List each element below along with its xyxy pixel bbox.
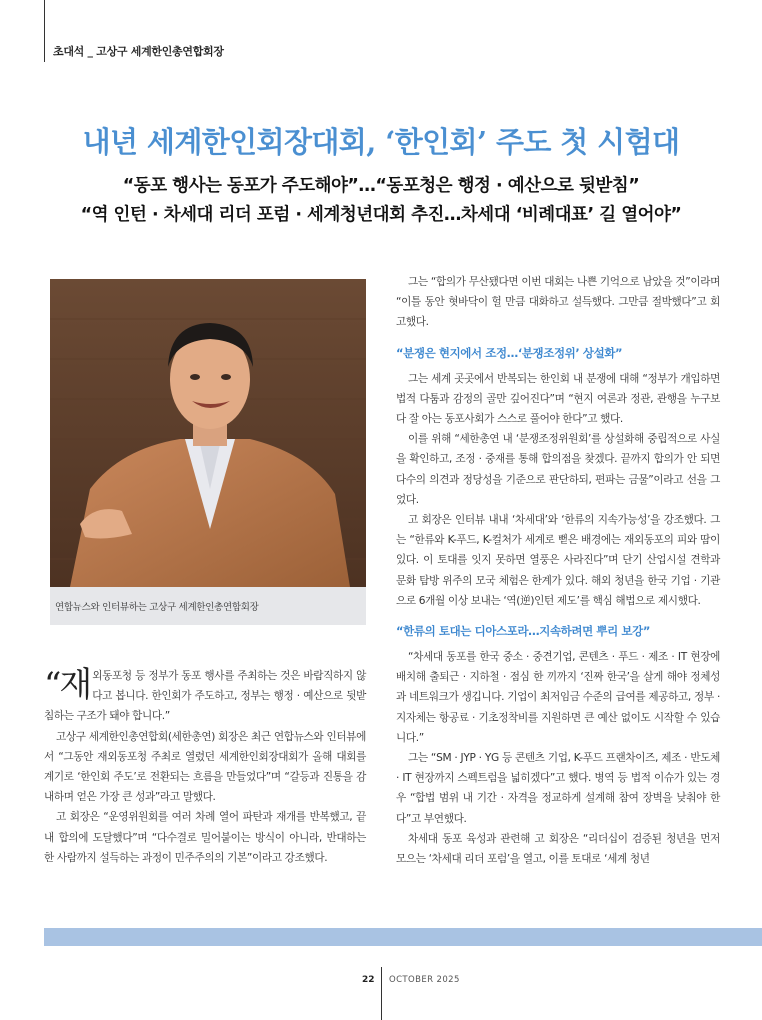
right-column [396, 272, 720, 869]
footer-color-bar [44, 928, 762, 946]
photo-caption: 연합뉴스와 인터뷰하는 고상구 세계한인총연합회장 [55, 602, 259, 613]
section-heading: “분쟁은 현지에서 조정…‘분쟁조정위’ 상설화” [396, 345, 623, 360]
body-paragraph: 고 회장은 “운영위원회를 여러 차례 열어 파탄과 재개를 반복했고, 끝내 합의에 도달했다”며 “다수결로 밀어붙이는 방식이 아니라, 반대하는 한 사람까지 설득하는 과정이 민주주의의 기본”이라고 강조했다. [44, 811, 366, 864]
dropcap: “재 [44, 665, 91, 705]
body-paragraph: 그는 세계 곳곳에서 반복되는 한인회 내 분쟁에 대해 “정부가 개입하면 법적 다툼과 감정의 골만 깊어진다”며 “현지 여론과 정관, 관행을 누구보다 잘 아는 동포사회가 스스로 풀어야 한다”고 했다. [396, 372, 720, 426]
issue-date: OCTOBER 2025 [389, 975, 460, 985]
page-number: 22 [362, 975, 375, 985]
section-label: 초대석 _ 고상구 세계한인총연합회장 [53, 45, 224, 58]
body-paragraph: 고상구 세계한인총연합회(세한총연) 회장은 최근 연합뉴스와 인터뷰에서 “그동안 재외동포청 주최로 열렸던 세계한인회장대회가 올해 대회를 계기로 ‘한인회 주도’로 전환되는 흐름을 만들었다”며 “갈등과 진통을 감내하며 얻은 가장 큰 성과”라고 말했다. [44, 730, 366, 804]
header-divider [44, 0, 45, 62]
interview-photo [50, 279, 366, 587]
lead-paragraph: 외동포청 등 정부가 동포 행사를 주최하는 것은 바람직하지 않다고 봅니다. 한인회가 주도하고, 정부는 행정 · 예산으로 뒷받침하는 구조가 돼야 합니다.” [44, 670, 366, 723]
lead-quote [44, 666, 366, 727]
body-paragraph: 이를 위해 “세한총연 내 ‘분쟁조정위원회’를 상설화해 중립적으로 사실을 확인하고, 조정 · 중재를 통해 합의점을 찾겠다. 끝까지 합의가 안 되면 다수의 의견과 정당성을 기준으로 판단하되, 편파는 금물”이라고 선을 그었다. [396, 433, 720, 506]
subheadline-1: “동포 행사는 동포가 주도해야”…“동포청은 행정 · 예산으로 뒷받침” [122, 176, 640, 196]
subheadline-2: “역 인턴 · 차세대 리더 포럼 · 세계청년대회 추진…차세대 ‘비례대표’ 길 열어야” [80, 205, 682, 225]
headline: 내년 세계한인회장대회, ‘한인회’ 주도 첫 시험대 [82, 125, 680, 159]
body-paragraph: 차세대 동포 육성과 관련해 고 회장은 “리더십이 검증된 청년을 먼저 모으는 ‘차세대 리더 포럼’을 열고, 이를 토대로 ‘세계 청년 [396, 832, 720, 866]
body-paragraph: 그는 “합의가 무산됐다면 이번 대회는 나쁜 기억으로 남았을 것”이라며 “이틀 동안 혓바닥이 헐 만큼 대화하고 설득했다. 그만큼 절박했다”고 회고했다. [396, 276, 720, 329]
footer-divider [381, 967, 382, 1020]
body-paragraph: 그는 “SM · JYP · YG 등 콘텐츠 기업, K-푸드 프랜차이즈, 제조 · 반도체 · IT 현장까지 스펙트럼을 넓히겠다”고 했다. 병역 등 법적 이슈가 있는 경우 “합법 범위 내 기간 · 자격을 정교하게 설계해 참여 장벽을 낮춰야 한다”고 부연했다. [396, 752, 720, 825]
left-column [44, 666, 366, 868]
body-paragraph: 고 회장은 인터뷰 내내 ‘차세대’와 ‘한류의 지속가능성’을 강조했다. 그는 “한류와 K-푸드, K-컬처가 세계로 뻗은 배경에는 재외동포의 피와 땀이 있다. 이 토대를 잇지 못하면 열풍은 사라진다”며 단기 산업시설 견학과 문화 탐방 위주의 모국 체험은 한계가 있다. 해외 청년을 한국 기업 · 기관으로 6개월 이상 보내는 ‘역(逆)인턴 제도’를 핵심 해법으로 제시했다. [396, 514, 720, 607]
body-paragraph: “차세대 동포를 한국 중소 · 중견기업, 콘텐츠 · 푸드 · 제조 · IT 현장에 배치해 출퇴근 · 지하철 · 점심 한 끼까지 ‘진짜 한국’을 살게 해야 정체성과 네트워크가 생깁니다. 기업이 최저임금 수준의 급여를 제공하고, 정부 · 지자체는 항공료 · 기초정착비를 지원하면 큰 예산 없이도 시작할 수 있습니다.” [396, 651, 720, 744]
section-heading: “한류의 토대는 디아스포라…지속하려면 뿌리 보강” [396, 624, 651, 639]
